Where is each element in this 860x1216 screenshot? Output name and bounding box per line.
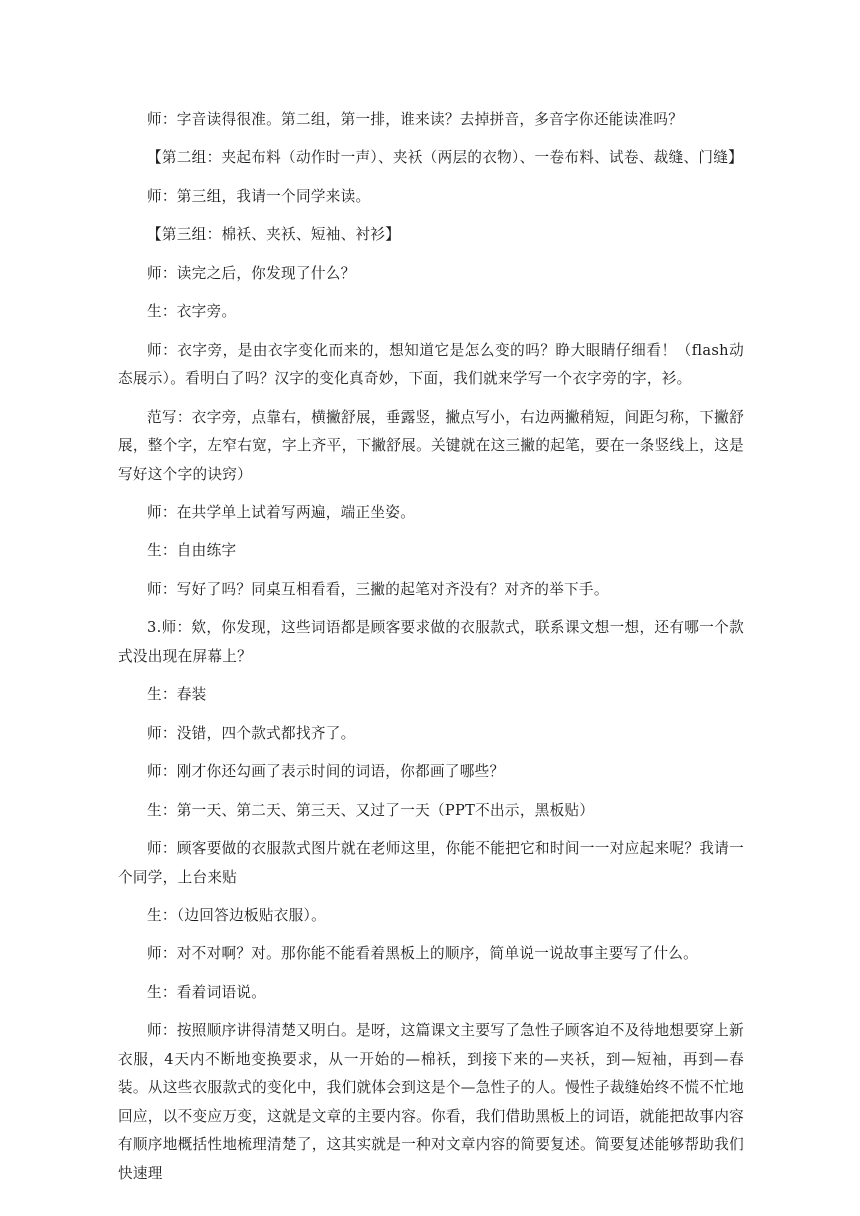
paragraph-5: 师：读完之后，你发现了什么？ (147, 264, 356, 282)
paragraph-20: 生：看着词语说。 (147, 983, 267, 1001)
paragraph-13: 生：春装 (147, 686, 207, 704)
paragraph-14: 师：没错，四个款式都找齐了。 (147, 724, 356, 742)
paragraph-4: 【第三组：棉袄、夹袄、短袖、衬衫】 (147, 226, 401, 244)
paragraph-12: 3.师：欸，你发现，这些词语都是顾客要求做的衣服款式，联系课文想一想，还有哪一个款式没出现在屏幕上？ (118, 619, 744, 665)
paragraph-16: 生：第一天、第二天、第三天、又过了一天（PPT不出示，黑板贴） (147, 801, 595, 819)
paragraph-15: 师：刚才你还勾画了表示时间的词语，你都画了哪些？ (147, 763, 505, 781)
paragraph-8: 范写：衣字旁，点靠右，横撇舒展，垂露竖，撇点写小，右边两撇稍短，间距匀称，下撇舒展，整个字，左窄右宽，字上齐平，下撇舒展。关键就在这三撇的起笔，要在一条竖线上，这是写好这个字的诀窍） (118, 408, 744, 483)
paragraph-3: 师：第三组，我请一个同学来读。 (147, 187, 371, 205)
paragraph-17: 师：顾客要做的衣服款式图片就在老师这里，你能不能把它和时间一一对应起来呢？我请一个同学，上台来贴 (118, 840, 744, 886)
paragraph-21: 师：按照顺序讲得清楚又明白。是呀，这篇课文主要写了急性子顾客迫不及待地想要穿上新衣服，4天内不断地变换要求，从一开始的—棉袄，到接下来的—夹袄，到—短袖，再到—春装。从这些衣服款式的变化中，我们就体会到这是个—急性子的人。慢性子裁缝始终不慌不忙地回应，以不变应万变，这就是文章的主要内容。你看，我们借助黑板上的词语，就能把故事内容有顺序地概括性地梳理清楚了，这其实就是一种对文章内容的简要复述。简要复述能够帮助我们快速理 (118, 1022, 744, 1182)
paragraph-1: 师：字音读得很准。第二组，第一排，谁来读？去掉拼音，多音字你还能读准吗？ (147, 111, 684, 128)
lesson-transcript (118, 106, 744, 1188)
paragraph-18: 生：（边回答边板贴衣服）。 (147, 906, 327, 924)
paragraph-9: 师：在共学单上试着写两遍，端正坐姿。 (147, 503, 416, 521)
paragraph-2: 【第二组：夹起布料（动作时一声）、夹袄（两层的衣物）、一卷布料、试卷、裁缝、门缝】 (147, 149, 744, 167)
paragraph-11: 师：写好了吗？同桌互相看看，三撇的起笔对齐没有？对齐的举下手。 (147, 580, 609, 598)
paragraph-7: 师：衣字旁，是由衣字变化而来的，想知道它是怎么变的吗？睁大眼睛仔细看！（flash动态展示）。看明白了吗？汉字的变化真奇妙，下面，我们就来学写一个衣字旁的字，衫。 (118, 341, 744, 388)
paragraph-19: 师：对不对啊？对。那你能不能看着黑板上的顺序，简单说一说故事主要写了什么。 (147, 945, 699, 963)
paragraph-6: 生：衣字旁。 (147, 303, 237, 321)
paragraph-10: 生：自由练字 (147, 542, 237, 560)
